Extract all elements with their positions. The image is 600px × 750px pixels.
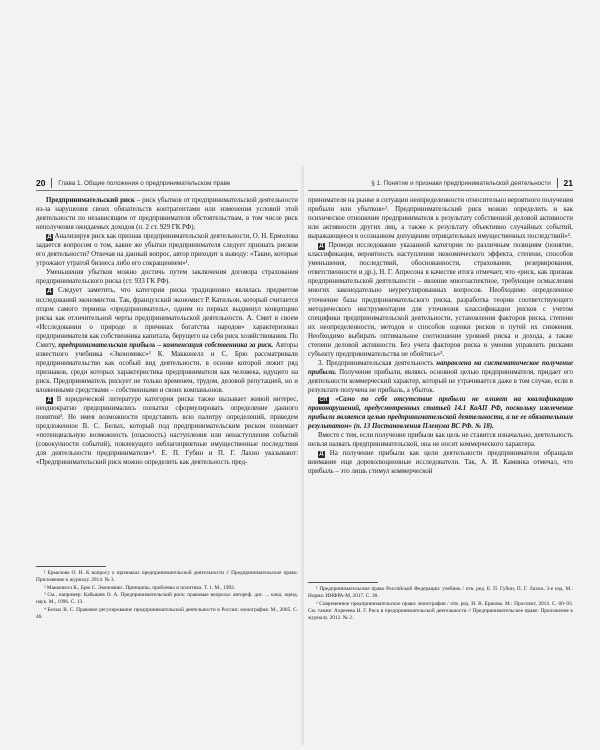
footnote: ² Макконелл К., Брю С. Экономикс. Принципы, проблемы и политика. Т. 1. М., 1992. [44,584,236,591]
left-header-title: Глава 1. Общие положения о предпринимательском праве [58,179,231,187]
right-page-body [308,196,573,476]
book-gutter [301,165,304,745]
footnote: ³ См., например: Кабышев О. А. Предпринимательский риск: правовые вопросы: автореф. дис. ... канд. юрид. наук. М., 1996. С. 13. [36,592,298,606]
paragraph: Предпринимательский риск – риск убытков от предпринимательской деятельности из-за нарушения своих обязательств контрагентами или изменения условий этой деятельности по независящим от предпринимателя обстоятельствам, в том числе риск неполучения ожидаемых доходов (п. 2 ст. 929 ГК РФ). [36,197,298,232]
footnote: ¹ Ермолова О. Н. К вопросу о признаках предпринимательской деятельности // Предпринимательское право: Приложение к журналу. 2014. № 3. [36,570,298,584]
court-practice-marker: СП [319,397,328,404]
left-footnotes [36,570,298,622]
left-page-header [36,176,298,191]
paragraph: 3. Предпринимательская деятельность направлена на систематическое получение прибыли. Получение прибыли, являясь основной целью предпринимателя, придает его деятельности коммерческий характер, который не утрачивается даже в том случае, если в результате получена не прибыль, а убыток. [308,359,574,394]
right-page-header [308,176,573,191]
footnote-rule [36,566,106,567]
paragraph: принимателя на рынке в ситуации неопределенности относительно вероятного получения прибыли или убытков»¹. Предпринимательский риск можно определить и как психическое отношение предпринимателя к результату собственной деловой активности или активности других лиц, а также к результату объективно случайных событий, выражающееся в осознанном допущении отрицательных имущественных последствий»². [308,197,573,241]
footnote-rule [308,582,378,583]
paragraph: СП «Само по себе отсутствие прибыли не влияет на квалификацию правонарушений, предусмотренных статьей 14.1 КоАП РФ, поскольку извлечение прибыли является целью предпринимательской деятельности, а не ее обязательным результатом» (п. 13 Постановления Пленума ВС РФ. № 18). [308,396,573,431]
left-page-body [36,196,298,467]
paragraph: Д Проведя исследование указанной категории по различным позициям (понятие, классификация, вероятность наступления экономического эффекта, степени, способов уменьшения, последствий, обоснованности, страхования, резервирования, ответственности и др.), Н. Г. Апресона в качестве итога отмечает, что «риск, как признак предпринимательской деятельности – явление многоаспектное, требующее осмысления многих законодательно неурегулированных вопросов. Необходимо определенное уточнение базы предпринимательского риска, разработка теории соответствующего методического инструментария для уточнения классификации рисков с учетом специфики предпринимательской деятельности, установления факторов риска, степени их неопределенности, методов и способов оценки рисков и путей их снижения. Необходимо выбирать оптимальное соотношение уровней риска и дохода, а также степени деловой активности. Без учета факторов риска и умения управлять рисками субъекту предпринимательства не обойтись»³. [308,242,573,358]
doctrine-marker: Д [319,451,324,458]
header-separator [557,178,558,188]
doctrine-marker: Д [47,288,52,295]
doctrine-marker: Д [319,243,324,250]
footnote: ¹ Предпринимательское право Российской Федерации: учебник / отв. ред. Е. П. Губин, П. Г. Лахно. 3-е изд. М.: Норма: ИНФРА-М, 2017. С. 30. [308,586,573,600]
paragraph: Уменьшения убытков можно достичь путем заключения договора страхования предпринимательского риска (ст. 933 ГК РФ). [36,269,298,286]
right-page-number: 21 [563,178,573,188]
paragraph: Вместе с тем, если получение прибыли как цель не ставится изначально, деятельность нельзя назвать предпринимательской, она не носит коммерческого характера. [308,432,573,449]
doctrine-marker: Д [47,234,52,241]
footnote: ² Современное предпринимательское право: монография / отв. ред. И. В. Ершова. М.: Проспект, 2014. С. 80–93. См. также: Ахрееева Н. Г. Риск в предпринимательской деятельности // Предпринимательское право: Приложение к журналу. 2012. № 2. [308,600,573,621]
right-footnotes [308,586,573,622]
paragraph: Д В юридической литературе категория риска также вызывает живой интерес, неоднократно предпринимались попытки сформулировать определение данного понятия³. Не имея возможности представить всю палитру определений, приведем предложенное В. С. Белых, который под предпринимательским риском понимает «потенциальную возможность (опасность) наступления или ненаступления событий (совокупности событий), повлекущего неблагоприятные имущественные последствия для деятельности предпринимателя»⁴. Е. П. Губин и П. Г. Лахно указывают: «Предпринимательский риск можно определить как деятельность пред- [36,396,298,467]
doctrine-marker: Д [47,397,52,404]
paragraph: Д На получение прибыли как цели деятельности предпринимателя обращали внимание еще дореволюционные исследователи. Так, А. И. Каминка отмечал, что прибыль – это лишь стимул коммерческой [308,450,573,476]
left-page-number: 20 [36,178,46,188]
right-header-title: § 1. Понятие и признаки предпринимательской деятельности [371,179,551,187]
header-separator [51,178,52,188]
paragraph: Д Следует заметить, что категория риска традиционно являлась предметом исследований экономистов. Так, французский экономист Р. Катильон, который считается отцом самого термина «предприниматель», одним из первых выдвинул концепцию риска как отличительной черты предпринимательской деятельности. А. Смит в своем «Исследовании о природе и причинах богатства народов» характеризовал предпринимателя как собственника капитала, берущего на себя риск хозяйствования. По Смиту, предпринимательская прибыль – компенсация собственника за риск. Авторы известного учебника «Экономикс»² К. Макконелл и С. Брю рассматривали предпринимательство как особый вид деятельности, в основе которой лежит ряд признаков, среди которых характеристика предпринимателя как человека, идущего на риск. Предприниматель рискует не только временем, трудом, деловой репутацией, но и вложенными средствами – собственными и своих компаньонов. [36,287,298,394]
footnote: ⁴ Белых В. С. Правовое регулирование предпринимательской деятельности в России: монография. М., 2005. С. 46. [36,606,298,621]
paragraph: Д Анализируя риск как признак предпринимательской деятельности, О. Н. Ермолова задается вопросом о том, какие же убытки предпринимателя следует признать риском его деятельности? Отвечая на данный вопрос, автор приходит к выводу: «Такие, которые угрожают утратой бизнеса либо его сокращением»¹. [36,233,298,268]
